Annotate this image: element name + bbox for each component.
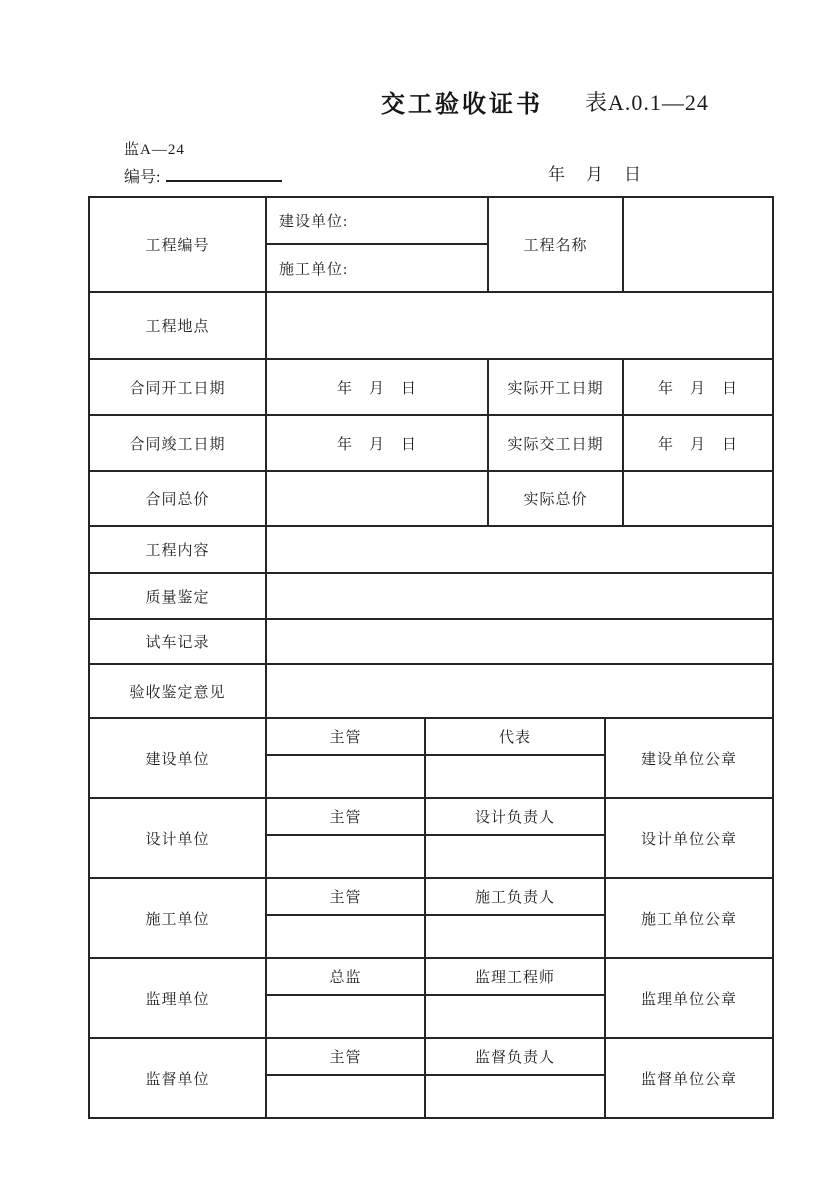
acceptance-form-table [88,196,774,1119]
header-date: 年 月 日 [548,165,643,184]
actual-start-date-field[interactable]: 年 月 日 [623,359,773,415]
design-unit-sign2-field[interactable] [425,835,605,878]
build-unit-sign1-field[interactable] [266,755,425,798]
construct-unit-seal-cell: 施工单位公章 [605,878,773,958]
acceptance-opinion-label-cell: 验收鉴定意见 [89,664,266,718]
location-label-cell: 工程地点 [89,292,266,359]
design-unit-seal-cell: 设计单位公章 [605,798,773,878]
supervision-unit-sign2-field[interactable] [425,995,605,1038]
build-unit-seal-cell: 建设单位公章 [605,718,773,798]
supervision-unit-head1-cell: 总监 [266,958,425,995]
actual-price-value-field[interactable] [623,471,773,526]
oversight-unit-head2-cell: 监督负责人 [425,1038,605,1075]
quality-appraisal-value-field[interactable] [266,573,773,619]
oversight-unit-label-cell: 监督单位 [89,1038,266,1118]
build-unit-head2-cell: 代表 [425,718,605,755]
supervision-unit-seal-cell: 监理单位公章 [605,958,773,1038]
supervision-unit-head2-cell: 监理工程师 [425,958,605,995]
construct-unit-head1-cell: 主管 [266,878,425,915]
construct-unit-sign2-field[interactable] [425,915,605,958]
contract-finish-label-cell: 合同竣工日期 [89,415,266,471]
form-code: 表A.0.1—24 [585,90,709,115]
build-unit-field[interactable]: 建设单位: [266,197,488,244]
contract-finish-date-field[interactable]: 年 月 日 [266,415,488,471]
serial-line [124,164,282,187]
build-unit-sign2-field[interactable] [425,755,605,798]
serial-number-field[interactable] [166,164,282,182]
serial-label: 编号: [124,169,161,186]
actual-handover-label-cell: 实际交工日期 [488,415,623,471]
design-unit-sign1-field[interactable] [266,835,425,878]
oversight-unit-head1-cell: 主管 [266,1038,425,1075]
actual-price-label-cell: 实际总价 [488,471,623,526]
supervision-unit-sign1-field[interactable] [266,995,425,1038]
construct-unit-head2-cell: 施工负责人 [425,878,605,915]
contract-start-label-cell: 合同开工日期 [89,359,266,415]
contract-price-label-cell: 合同总价 [89,471,266,526]
project-content-value-field[interactable] [266,526,773,573]
supervision-unit-label-cell: 监理单位 [89,958,266,1038]
location-value-field[interactable] [266,292,773,359]
test-run-record-value-field[interactable] [266,619,773,664]
actual-handover-date-field[interactable]: 年 月 日 [623,415,773,471]
page-title: 交工验收证书 [381,91,543,118]
test-run-record-label-cell: 试车记录 [89,619,266,664]
project-name-label-cell: 工程名称 [488,197,623,292]
design-unit-head2-cell: 设计负责人 [425,798,605,835]
construct-unit-field[interactable]: 施工单位: [266,244,488,292]
design-unit-label-cell: 设计单位 [89,798,266,878]
construct-unit-sign1-field[interactable] [266,915,425,958]
project-code-label-cell: 工程编号 [89,197,266,292]
acceptance-opinion-value-field[interactable] [266,664,773,718]
contract-start-date-field[interactable]: 年 月 日 [266,359,488,415]
project-name-value-field[interactable] [623,197,773,292]
oversight-unit-sign1-field[interactable] [266,1075,425,1118]
oversight-unit-sign2-field[interactable] [425,1075,605,1118]
build-unit-head1-cell: 主管 [266,718,425,755]
build-unit-label-cell: 建设单位 [89,718,266,798]
project-content-label-cell: 工程内容 [89,526,266,573]
quality-appraisal-label-cell: 质量鉴定 [89,573,266,619]
actual-start-label-cell: 实际开工日期 [488,359,623,415]
oversight-unit-seal-cell: 监督单位公章 [605,1038,773,1118]
construct-unit-label-cell: 施工单位 [89,878,266,958]
doc-code: 监A—24 [124,142,185,158]
design-unit-head1-cell: 主管 [266,798,425,835]
contract-price-value-field[interactable] [266,471,488,526]
